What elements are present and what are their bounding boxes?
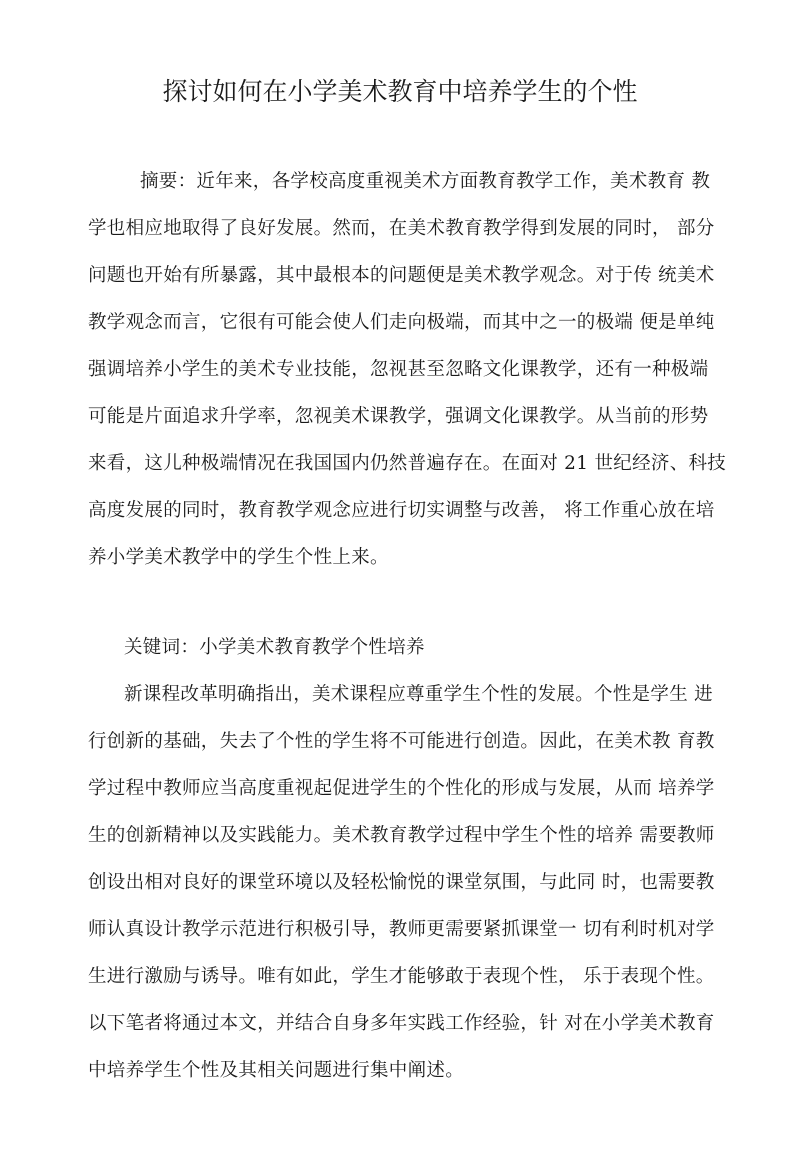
abstract-line: 学也相应地取得了良好发展。然而，在美术教育教学得到发展的同时， 部分 [88,218,715,239]
body-line: 学过程中教师应当高度重视起促进学生的个性化的形成与发展，从而 培养学 [88,778,715,799]
abstract-line: 强调培养小学生的美术专业技能，忽视甚至忽略文化课教学，还有一种极端 [88,359,709,380]
keywords-line: 关键词：小学美术教育教学个性培养 [124,637,425,658]
abstract-line: 教学观念而言，它很有可能会使人们走向极端，而其中之一的极端 便是单纯 [88,312,715,333]
abstract-line: 养小学美术教学中的学生个性上来。 [88,547,389,568]
body-line: 生的创新精神以及实践能力。美术教育教学过程中学生个性的培养 需要教师 [88,825,715,846]
abstract-line: 可能是片面追求升学率，忽视美术课教学，强调文化课教学。从当前的形势 [88,406,709,427]
body-line: 创设出相对良好的课堂环境以及轻松愉悦的课堂氛围，与此同 时，也需要教 [88,872,715,893]
body-line: 以下笔者将通过本文，并结合自身多年实践工作经验，针 对在小学美术教育 [88,1013,715,1034]
document-title: 探讨如何在小学美术教育中培养学生的个性 [162,77,638,106]
body-line: 行创新的基础，失去了个性的学生将不可能进行创造。因此，在美术教 育教 [88,731,715,752]
body-line: 中培养学生个性及其相关问题进行集中阐述。 [88,1060,465,1081]
body-line: 师认真设计教学示范进行积极引导，教师更需要紧抓课堂一 切有利时机对学 [88,919,715,940]
body-line: 生进行激励与诱导。唯有如此，学生才能够敢于表现个性， 乐于表现个性。 [88,966,715,987]
abstract-line: 高度发展的同时，教育教学观念应进行切实调整与改善， 将工作重心放在培 [88,500,715,521]
abstract-line: 来看，这儿种极端情况在我国国内仍然普遍存在。在面对 21 世纪经济、科技 [88,453,727,474]
body-line: 新课程改革明确指出，美术课程应尊重学生个性的发展。个性是学生 进 [124,684,713,705]
abstract-line: 摘要：近年来，各学校高度重视美术方面教育教学工作，美术教育 教 [140,171,711,192]
abstract-line: 问题也开始有所暴露，其中最根本的问题便是美术教学观念。对于传 统美术 [88,265,715,286]
